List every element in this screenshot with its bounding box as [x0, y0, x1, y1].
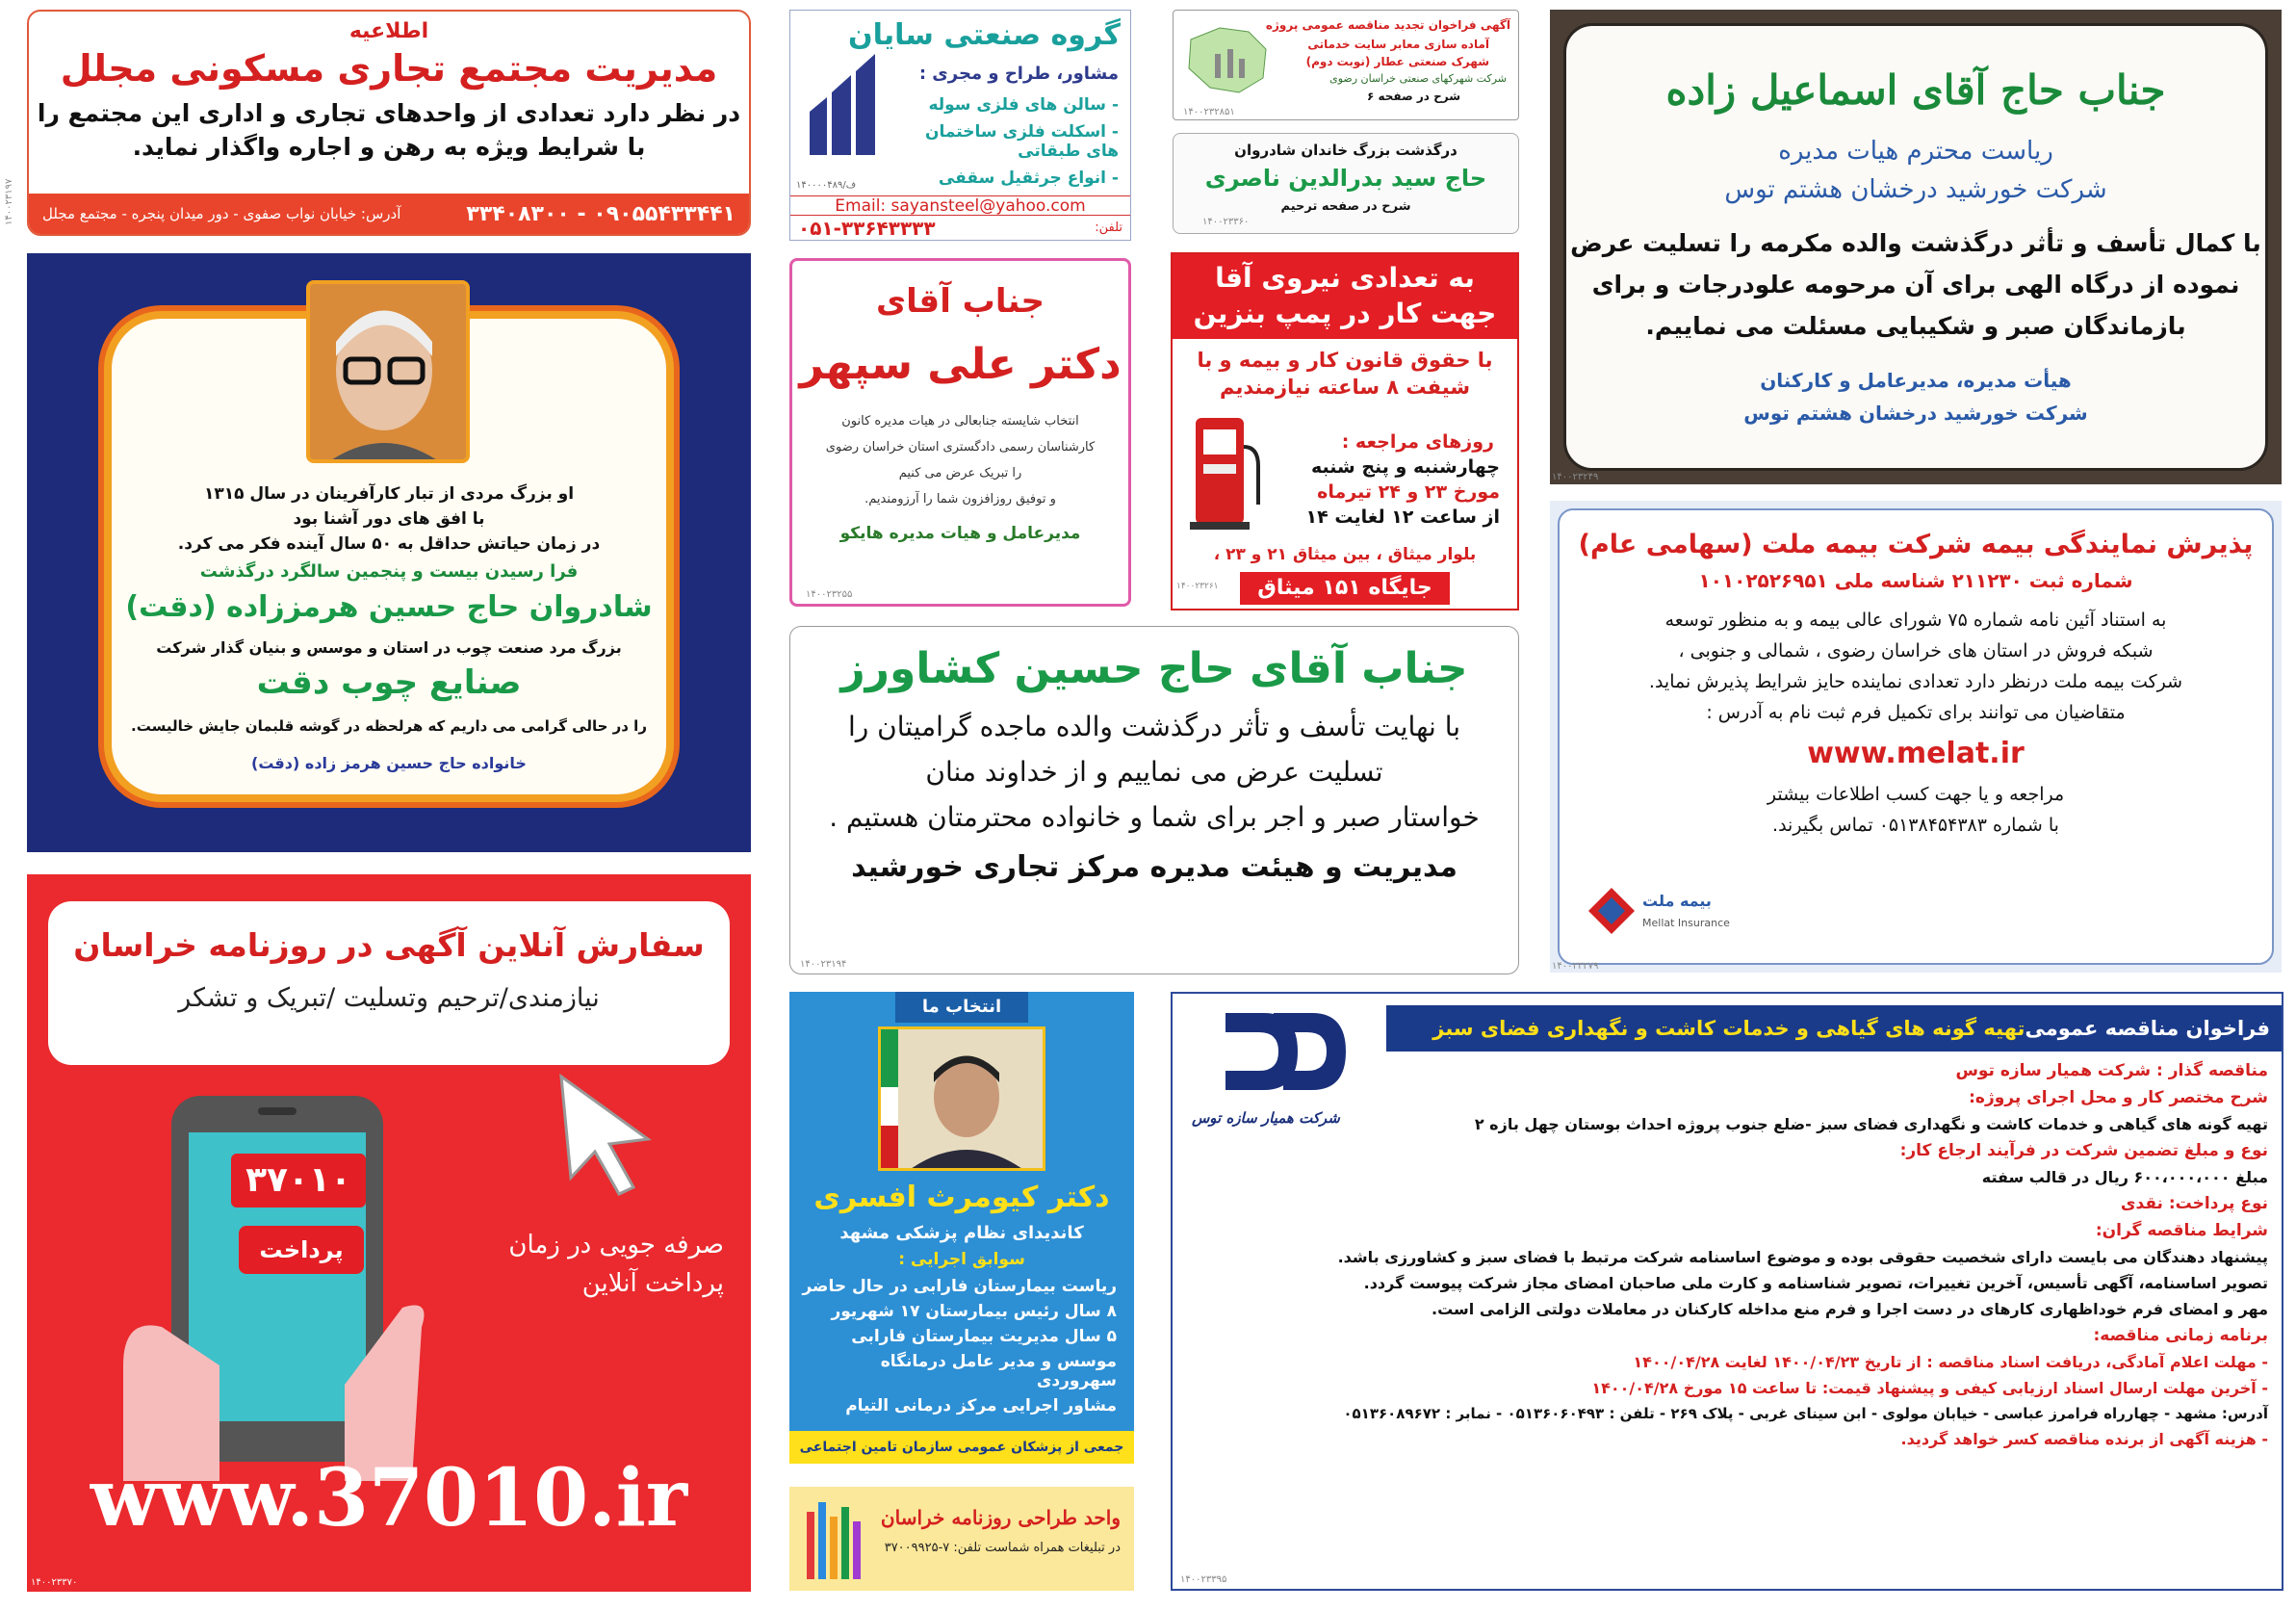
afsari-sign-bar: [789, 1431, 1134, 1464]
keshavarz-code: ۱۴۰۰۲۳۱۹۴: [800, 959, 847, 970]
melat-logo-fa: بیمه ملت: [1642, 892, 1712, 910]
dehghat-l4: فرا رسیدن بیست و پنجمین سالگرد درگذشت: [199, 561, 579, 582]
sepehr-sign: مدیرعامل و هیات مدیره هایکو: [839, 524, 1081, 543]
map-icon: [1181, 20, 1273, 97]
afsari-item: ۸ سال رئیس بیمارستان ۱۷ شهریور: [831, 1302, 1117, 1321]
esmaeilzadeh-sub-1: ریاست محترم هیات مدیره: [1778, 137, 2053, 166]
naseri-name: حاج سید بدرالدین ناصری: [1204, 165, 1487, 192]
tender-big-r13: - آخرین مهلت ارسال اسناد ارزیابی کیفی و پیشنهاد قیمت: تا ساعت ۱۵ مورخ ۱۴۰۰/۰۴/۲۸: [1591, 1379, 2268, 1397]
tender-big-r3: تهیه گونه های گیاهی و خدمات کاشت و نگهداری فضای سبز -ضلع جنوب پروژه احداث بوستان چهل بازه ۲: [1474, 1115, 2268, 1133]
dehghat-ad: [27, 253, 751, 852]
dehghat-company: صنایع چوب دقت: [256, 663, 522, 702]
afsari-items: [797, 1277, 1117, 1415]
sepehr-code: ۱۴۰۰۲۳۲۵۵: [806, 589, 853, 600]
mojtama-phones: ۰۹۰۵۵۴۳۳۴۴۱ - ۳۳۴۰۸۳۰۰: [466, 201, 735, 226]
esmaeilzadeh-ad: [1550, 10, 2282, 484]
fuel-pump-icon: [1186, 408, 1263, 533]
online-url: www.37010.ir: [90, 1452, 688, 1545]
tender-big-r5: مبلغ ۶۰۰،۰۰۰،۰۰۰ ریال در قالب سفته: [1981, 1168, 2268, 1186]
dehghat-l3: در زمان حیاتش حداقل به ۵۰ سال آینده فکر می کرد.: [177, 534, 601, 554]
design-title: واحد طراحی روزنامه خراسان: [880, 1506, 1121, 1529]
sepehr-name: دکتر علی سپهر: [799, 340, 1122, 389]
cursor-icon: [552, 1067, 667, 1202]
tender-big-r8: پیشنهاد دهندگان می بایست دارای شخصیت حقوقی بوده و موضوع اساسنامه شرکت مرتبط با فضای سبز و کشاورزی باشد.: [1337, 1248, 2268, 1266]
sayan-email: Email: sayansteel@yahoo.com: [835, 196, 1086, 216]
benzin-header: [1173, 254, 1517, 339]
online-s1: صرفه جویی در زمان: [508, 1231, 724, 1259]
dehghat-l1: او بزرگ مردی از تبار کارآفرینان در سال ۱۳۱۵: [203, 484, 575, 504]
afsari-hist: سوابق اجرایی :: [898, 1250, 1025, 1269]
naseri-l1: درگذشت بزرگ خاندان شادروان: [1234, 142, 1458, 159]
esmaeilzadeh-inner: [1563, 23, 2268, 471]
tender-big-r1: مناقصه گذار : شرکت همیار سازه توس: [1955, 1061, 2268, 1080]
esmaeilzadeh-sign-1: هیأت مدیره، مدیرعامل و کارکنان: [1760, 369, 2072, 392]
portrait-icon: [878, 1029, 1043, 1171]
dehghat-sign: خانواده حاج حسین هرمز زاده (دقت): [251, 754, 527, 772]
sepehr-b2: کارشناسان رسمی دادگستری استان خراسان رضوی: [825, 440, 1096, 454]
online-brand: ۳۷۰۱۰: [245, 1160, 351, 1200]
sayan-email-bar: [790, 195, 1130, 217]
keshavarz-b1: با نهایت تأسف و تأثر درگذشت والده ماجده گرامیتان را: [847, 711, 1461, 742]
dehghat-name: شادروان حاج حسین هرمززاده (دقت): [125, 590, 653, 624]
sayan-phone-row: [790, 215, 1130, 240]
tender-big-title-b: تهیه گونه های گیاهی و خدمات کاشت و نگهداری فضای سبز: [1432, 1017, 2025, 1040]
afsari-sign: جمعی از پزشکان عمومی سازمان تامین اجتماعی: [799, 1440, 1124, 1455]
sayan-ad: [789, 10, 1131, 241]
online-pay-button: [239, 1226, 364, 1274]
melat-title: پذیرش نمایندگی بیمه شرکت بیمه ملت (سهامی عام): [1578, 530, 2254, 559]
afsari-photo: [878, 1026, 1045, 1171]
tender-big-logo-text: شرکت همیار سازه توس: [1192, 1109, 1340, 1127]
sepehr-title: جناب آقای: [876, 282, 1045, 321]
esmaeilzadeh-code: ۱۴۰۰۲۳۲۴۹: [1552, 472, 1599, 482]
benzin-l4: چهارشنبه و پنج شنبه: [1311, 456, 1500, 478]
phone-illustration: [104, 1077, 451, 1481]
dehghat-l6: بزرگ مرد صنعت چوب در استان و موسس و بنیان گذار شرکت: [156, 638, 622, 657]
benzin-l5: مورخ ۲۳ و ۲۴ تیرماه: [1317, 481, 1500, 503]
tender-big-r14: آدرس: مشهد - چهارراه فرامرز عباسی - خیابان مولوی - ابن سینای غربی - پلاک ۲۶۹ - تلفن : ۰۵۱۳۶۰۶۰۴۹۳ - نمابر : ۰۵۱۳۶۰۸۹۶۷۲: [1343, 1405, 2268, 1422]
afsari-item: مشاور اجرایی مرکز درمانی التیام: [845, 1396, 1117, 1415]
tender-small-l3: شهرک صنعتی عطار (نوبت دوم): [1305, 55, 1489, 68]
benzin-l1: با حقوق قانون کار و بیمه و با: [1197, 349, 1493, 372]
sepehr-b3: را تبریک عرض می کنیم: [898, 466, 1022, 480]
tender-big-r15: - هزینه آگهی از برنده مناقصه کسر خواهد گردید.: [1900, 1430, 2268, 1448]
melat-ad: [1550, 501, 2282, 973]
tender-big-r2: شرح مختصر کار و محل اجرای پروژه:: [1969, 1088, 2268, 1107]
naseri-code: ۱۴۰۰۲۳۳۶۰: [1202, 217, 1250, 227]
online-title: سفارش آنلاین آگهی در روزنامه خراسان: [73, 926, 705, 964]
sayan-logo: [798, 44, 885, 160]
afsari-tag: انتخاب ما: [921, 997, 1002, 1017]
portrait-icon: [306, 284, 466, 463]
tender-big-r9: تصویر اساسنامه، آگهی تأسیس، آخرین تغییرات، تصویر شناسنامه و کارت ملی صاحبان امضای مجاز شرکت پیوست گردد.: [1363, 1274, 2268, 1292]
esmaeilzadeh-title: جناب حاج آقای اسماعیل زاده: [1665, 66, 2166, 114]
tender-big-title-bar: [1386, 1005, 2282, 1052]
online-ad: [27, 874, 751, 1592]
esmaeilzadeh-sign-2: شرکت خورشید درخشان هشتم توس: [1743, 402, 2088, 425]
sayan-item: - انواع جرثقیل سقفی: [938, 169, 1119, 188]
tender-small-l5: شرح در صفحه ۶: [1367, 90, 1460, 103]
melat-b6: با شماره ۰۵۱۳۸۴۵۴۳۸۳ تماس بگیرند.: [1772, 815, 2059, 836]
melat-code: ۱۴۰۰۲۳۲۷۹: [1552, 961, 1599, 972]
benzin-station-box: [1240, 572, 1450, 605]
tender-big-code: ۱۴۰۰۲۳۳۹۵: [1180, 1574, 1227, 1585]
afsari-item: ریاست بیمارستان فارابی در حال حاضر: [802, 1277, 1117, 1296]
sepehr-b1: انتخاب شایسته جنابعالی در هیات مدیره کانون: [841, 414, 1079, 428]
melat-b4: متقاضیان می توانند برای تکمیل فرم ثبت نام به آدرس :: [1706, 702, 2126, 723]
benzin-station: جایگاه ۱۵۱ میثاق: [1257, 576, 1432, 600]
online-brand-box: [231, 1154, 366, 1208]
online-sub: نیازمندی/ترحیم وتسلیت /تبریک و تشکر: [178, 983, 600, 1013]
online-pay: پرداخت: [259, 1236, 344, 1263]
mojtama-footer: [29, 194, 749, 234]
keshavarz-ad: [789, 626, 1519, 974]
pencils-icon: [799, 1493, 876, 1589]
sayan-title: گروه صنعتی سایان: [847, 18, 1121, 52]
tender-small-l1: آگهی فراخوان تجدید مناقصه عمومی پروژه: [1265, 18, 1510, 32]
afsari-role: کاندیدای نظام پزشکی مشهد: [839, 1223, 1084, 1243]
mojtama-address: آدرس: خیابان نواب صفوی - دور میدان پنجره - مجتمع مجلل: [42, 205, 401, 222]
sayan-sub: مشاور، طراح و مجری :: [918, 64, 1119, 84]
afsari-ad: [789, 992, 1134, 1464]
tender-small-l4: شرکت شهرکهای صنعتی خراسان رضوی: [1329, 72, 1507, 85]
esmaeilzadeh-body-2: نموده از درگاه الهی برای آن مرحومه علودرجات و برای: [1591, 271, 2240, 299]
mojtama-title: مدیریت مجتمع تجاری مسکونی مجلل: [60, 47, 718, 90]
sepehr-b4: و توفیق روزافزون شما را آرزومندیم.: [864, 492, 1056, 506]
online-code: ۱۴۰۰۲۳۳۷۰: [31, 1577, 78, 1588]
sayan-items: [897, 95, 1119, 188]
keshavarz-b3: خواستار صبر و اجر برای شما و خانواده محترمتان هستیم .: [829, 801, 1480, 833]
tender-big-r7: شرایط مناقصه گران:: [2095, 1221, 2268, 1240]
melat-b1: به استناد آئین نامه شماره ۷۵ شورای عالی بیمه و به منظور توسعه: [1664, 610, 2167, 631]
naseri-l3: شرح در صفحه ترحیم: [1280, 199, 1411, 214]
dehghat-portrait: [306, 280, 470, 463]
melat-reg: شماره ثبت ۲۱۱۲۳۰ شناسه ملی ۱۰۱۰۲۵۲۶۹۵۱: [1698, 569, 2133, 592]
melat-b2: شبکه فروش در استان های خراسان رضوی ، شمالی و جنوبی ،: [1678, 640, 2154, 662]
online-bubble: [48, 901, 730, 1065]
mojtama-kicker: اطلاعیه: [348, 19, 429, 43]
tender-big-r11: برنامه زمانی مناقصه:: [2093, 1326, 2268, 1345]
esmaeilzadeh-body-1: با کمال تأسف و تأثر درگذشت والده مکرمه را تسلیت عرض: [1570, 229, 2261, 257]
afsari-tag-box: [895, 992, 1028, 1023]
mellat-logo-icon: [1585, 884, 1638, 938]
tender-big-title-a: فراخوان مناقصه عمومی: [2025, 1017, 2270, 1040]
sayan-phone-label: تلفن:: [1095, 221, 1122, 235]
benzin-title-2: جهت کار در پمپ بنزین: [1193, 298, 1497, 329]
benzin-l2: شیفت ۸ ساعته نیازمندیم: [1219, 376, 1471, 399]
keshavarz-title: جناب آقای حاج حسین کشاورز: [840, 644, 1468, 693]
benzin-l3: روزهای مراجعه :: [1341, 431, 1494, 453]
benzin-addr: بلوار میثاق ، بین میثاق ۲۱ و ۲۳ ،: [1213, 545, 1477, 564]
sepehr-ad: [789, 258, 1131, 607]
afsari-item: موسس و مدیر عامل درمانگاه سهروردی: [880, 1352, 1117, 1390]
benzin-ad: [1171, 252, 1519, 610]
afsari-name: دکتر کیومرث افسری: [813, 1181, 1110, 1214]
benzin-l6: از ساعت ۱۲ لغایت ۱۴: [1305, 506, 1500, 528]
sayan-code: ۱۴۰۰۰۰۴۸۹/ف: [796, 180, 857, 191]
mojtama-code: ۱۴۰۰۲۳۱۹۷: [4, 178, 14, 225]
tender-small-code: ۱۴۰۰۲۳۲۸۵۱: [1183, 107, 1235, 117]
melat-url: www.melat.ir: [1807, 737, 2025, 770]
design-sub: در تبلیغات همراه شماست تلفن: ۷-۳۷۰۰۹۹۲۵: [884, 1541, 1121, 1555]
tender-small-ad: [1173, 10, 1519, 120]
melat-b5: مراجعه و یا جهت کسب اطلاعات بیشتر: [1767, 784, 2065, 805]
dehghat-l8: را در حالی گرامی می داریم که هرلحظه در گوشه قلبمان جایش خالیست.: [131, 717, 647, 735]
benzin-title-1: به تعدادی نیروی آقا: [1215, 262, 1475, 294]
melat-b3: شرکت بیمه ملت درنظر دارد تعدادی نماینده حایز شرایط پذیرش نماید.: [1648, 671, 2183, 692]
tender-big-ad: [1171, 992, 2283, 1591]
tender-big-r12: - مهلت اعلام آمادگی، دریافت اسناد مناقصه : از تاریخ ۱۴۰۰/۰۴/۲۳ لغایت ۱۴۰۰/۰۴/۲۸: [1633, 1353, 2268, 1371]
sayan-phone: ۰۵۱-۳۳۶۴۳۳۳۳: [798, 216, 936, 240]
tender-big-body: [1305, 1061, 2268, 1448]
melat-logo: [1585, 884, 1729, 942]
tender-big-r4: نوع و مبلغ تضمین شرکت در فرآیند ارجاع کار:: [1899, 1141, 2268, 1160]
tender-big-r6: نوع پرداخت: نقدی: [2120, 1194, 2268, 1213]
keshavarz-sign: مدیریت و هیئت مدیره مرکز تجاری خورشید: [851, 850, 1458, 884]
sayan-item: - سالن های فلزی سوله: [928, 95, 1119, 115]
naseri-ad: [1173, 133, 1519, 234]
dehghat-l2: با افق های دور آشنا بود: [293, 509, 485, 529]
mojtama-body-2: با شرایط ویژه به رهن و اجاره واگذار نماید.: [132, 133, 646, 161]
melat-inner: [1558, 508, 2274, 965]
esmaeilzadeh-body-3: بازماندگان صبر و شکیبایی مسئلت می نماییم.: [1645, 312, 2186, 340]
esmaeilzadeh-sub-2: شرکت خورشید درخشان هشتم توس: [1724, 175, 2107, 204]
afsari-item: ۵ سال مدیریت بیمارستان فارابی: [851, 1327, 1117, 1346]
mojtama-ad: [27, 10, 751, 236]
mojtama-body-1: در نظر دارد تعدادی از واحدهای تجاری و اداری این مجتمع را: [37, 99, 741, 127]
design-ad: [789, 1487, 1134, 1591]
benzin-code: ۱۴۰۰۲۳۲۶۱: [1176, 582, 1219, 591]
sayan-item: - اسکلت فلزی ساختمان های طبقاتی: [925, 122, 1119, 161]
keshavarz-b2: تسلیت عرض می نماییم و از خداوند منان: [925, 756, 1383, 788]
online-s2: پرداخت آنلاین: [581, 1269, 724, 1298]
tender-big-r10: مهر و امضای فرم خوداظهاری کارهای در دست اجرا و فرم منع مداخله کارکنان در معاملات دولتی الزامی است.: [1432, 1300, 2268, 1318]
tender-small-l2: آماده سازی معابر سایت خدماتی: [1307, 38, 1489, 51]
melat-logo-en: Mellat Insurance: [1642, 917, 1730, 929]
